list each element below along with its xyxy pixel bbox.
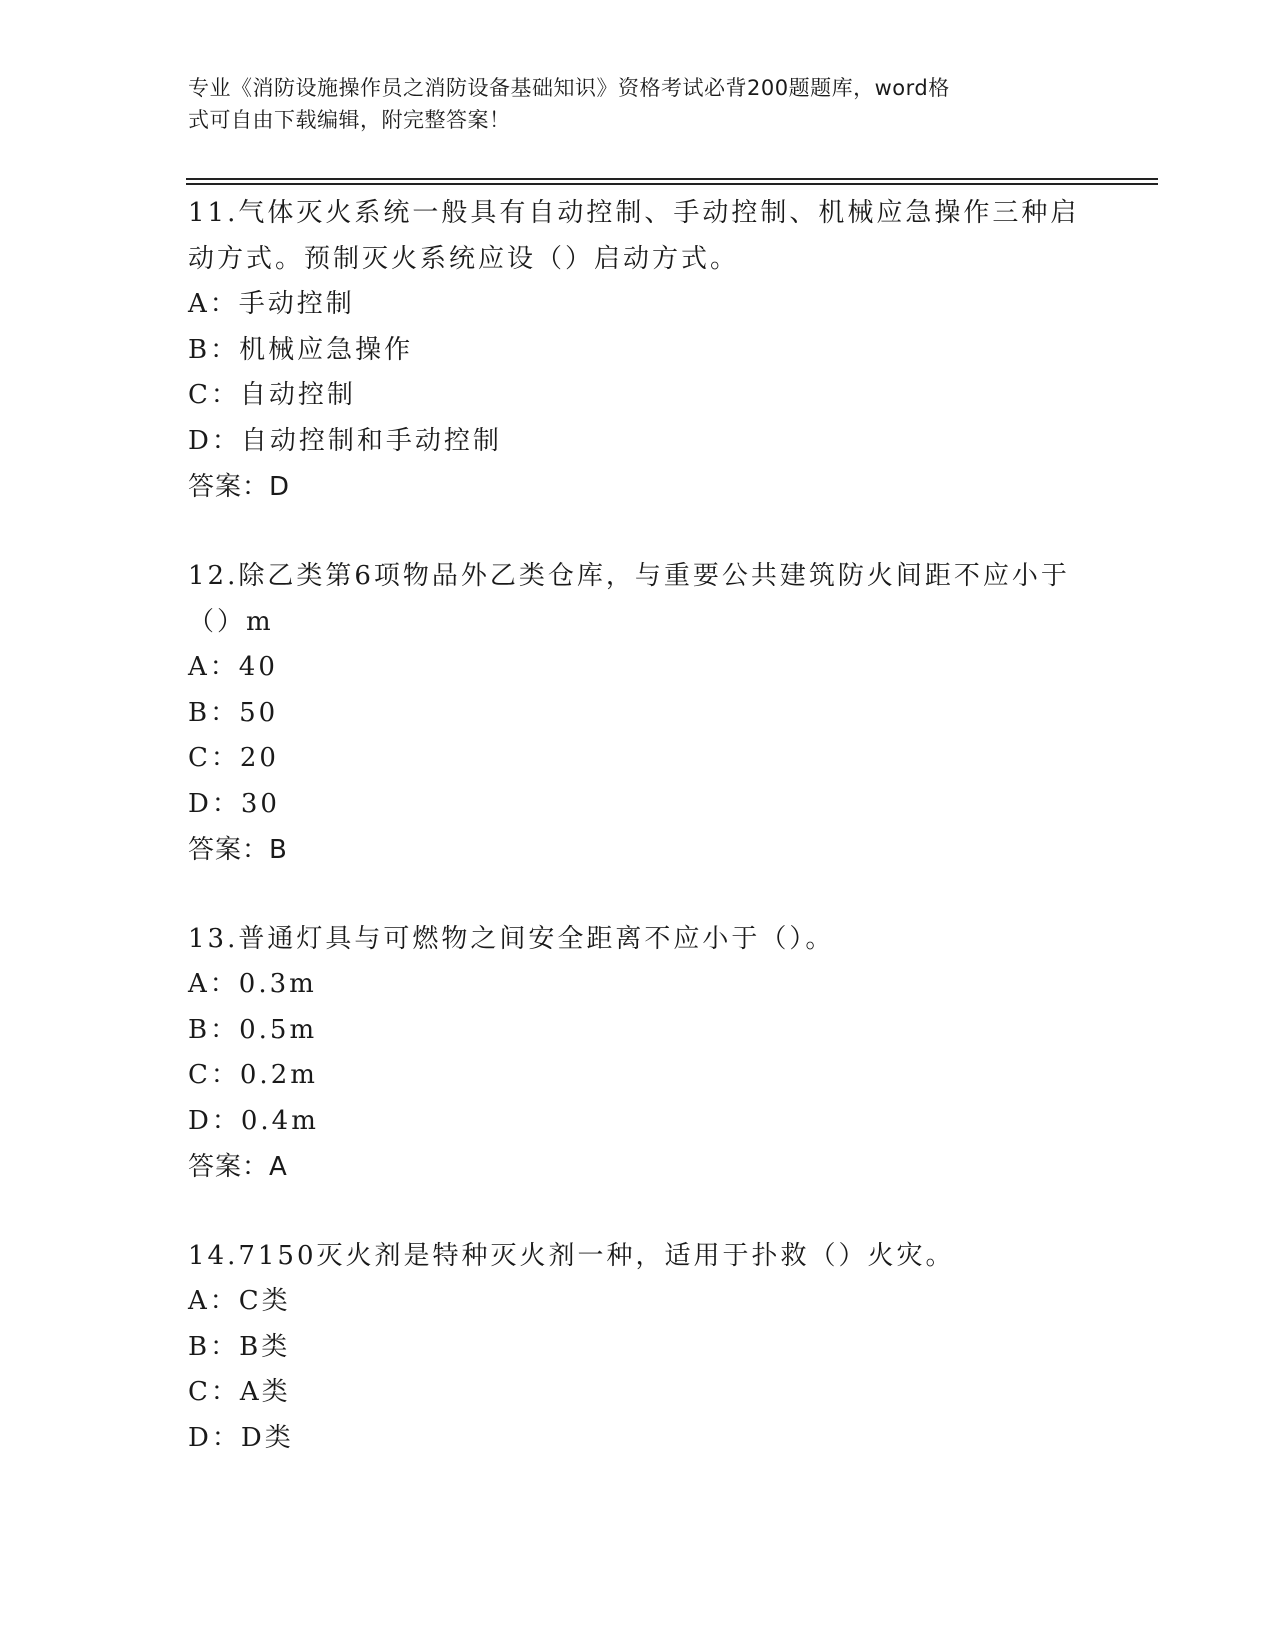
option-d: D：30 <box>188 788 280 819</box>
answer-line: 答案：B <box>188 835 288 865</box>
option-a: A：C类 <box>188 1286 291 1316</box>
option-c: C：20 <box>188 743 279 773</box>
option-c: C：0.2m <box>188 1060 318 1090</box>
question-text-line: 11.气体灭火系统一般具有自动控制、手动控制、机械应急操作三种启 <box>188 198 1080 228</box>
option-b: B：0.5m <box>188 1014 318 1045</box>
option-a: A：手动控制 <box>188 289 355 319</box>
option-b: B：B类 <box>188 1331 291 1362</box>
question-text-line: 13.普通灯具与可燃物之间安全距离不应小于（）。 <box>188 924 835 954</box>
header-line-2: 式可自由下载编辑，附完整答案！ <box>188 108 511 132</box>
option-d: D：0.4m <box>188 1105 319 1136</box>
option-d: D：D类 <box>188 1422 294 1453</box>
option-d: D：自动控制和手动控制 <box>188 425 502 456</box>
header-divider-bottom <box>186 183 1158 185</box>
question-spacer <box>188 873 1148 916</box>
question-list <box>188 190 1148 1461</box>
question-block-14 <box>188 1233 1148 1461</box>
header-line-1: 专业《消防设施操作员之消防设备基础知识》资格考试必背200题题库，word格 <box>188 76 950 100</box>
header-divider-top <box>186 178 1158 180</box>
question-text-line: （）m <box>188 607 274 637</box>
option-a: A：0.3m <box>188 969 317 999</box>
question-block-12 <box>188 553 1148 873</box>
question-text-line: 12.除乙类第6项物品外乙类仓库，与重要公共建筑防火间距不应小于 <box>188 561 1070 591</box>
option-c: C：A类 <box>188 1377 291 1407</box>
answer-line: 答案：A <box>188 1152 288 1182</box>
option-b: B：机械应急操作 <box>188 334 414 365</box>
question-spacer <box>188 1190 1148 1233</box>
question-text-line: 动方式。预制灭火系统应设（）启动方式。 <box>188 244 740 274</box>
option-b: B：50 <box>188 697 279 728</box>
option-c: C：自动控制 <box>188 380 356 410</box>
question-spacer <box>188 510 1148 553</box>
question-block-13 <box>188 916 1148 1190</box>
question-block-11 <box>188 190 1148 510</box>
answer-line: 答案：D <box>188 472 291 502</box>
document-header <box>188 72 1088 136</box>
question-text-line: 14.7150灭火剂是特种灭火剂一种，适用于扑救（）火灾。 <box>188 1241 955 1271</box>
option-a: A：40 <box>188 652 278 682</box>
